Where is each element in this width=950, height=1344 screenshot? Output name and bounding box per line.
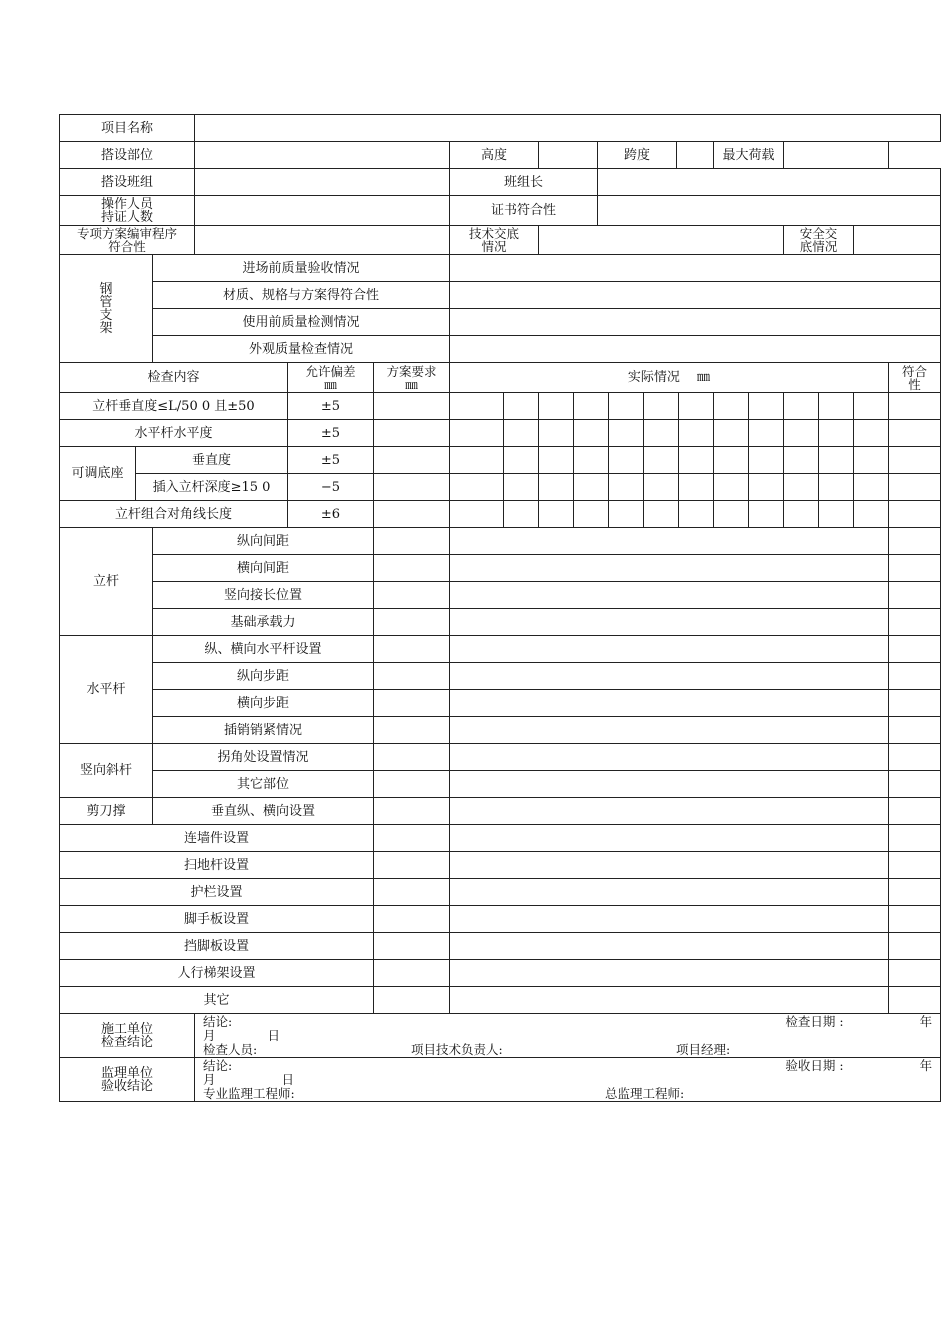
- chief-supervisor-label: 总监理工程师:: [605, 1085, 685, 1101]
- steel-item-field[interactable]: [450, 336, 941, 363]
- month-label: 月: [203, 1027, 216, 1043]
- actual-value-cell[interactable]: [854, 447, 889, 474]
- team-field[interactable]: [195, 169, 450, 196]
- steel-support-group-label: 钢 管 支 架: [60, 255, 153, 363]
- plan-value-cell[interactable]: [374, 609, 450, 636]
- actual-value-cell[interactable]: [539, 393, 574, 420]
- actual-result-cell[interactable]: [450, 663, 889, 690]
- actual-value-cell[interactable]: [854, 474, 889, 501]
- actual-value-cell[interactable]: [819, 447, 854, 474]
- conformity-cell[interactable]: [889, 825, 941, 852]
- scissor-brace-group-label: 剪刀撑: [60, 798, 153, 825]
- plan-value-cell[interactable]: [374, 906, 450, 933]
- year-label: 年: [919, 1013, 933, 1029]
- steel-item-field[interactable]: [450, 255, 941, 282]
- plan-value-cell[interactable]: [374, 798, 450, 825]
- actual-value-cell[interactable]: [749, 501, 784, 528]
- inspector-label: 检查人员:: [203, 1041, 258, 1057]
- check-item-label: 横向间距: [153, 555, 374, 582]
- horizontal-bar-group-label: 水平杆: [60, 636, 153, 744]
- plan-value-cell[interactable]: [374, 744, 450, 771]
- team-leader-label: 班组长: [450, 169, 598, 196]
- actual-result-cell[interactable]: [450, 636, 889, 663]
- supervision-month-day-line: [203, 1073, 932, 1087]
- actual-value-cell[interactable]: [749, 420, 784, 447]
- height-field[interactable]: [539, 142, 598, 169]
- plan-value-cell[interactable]: [374, 555, 450, 582]
- actual-value-cell[interactable]: [819, 474, 854, 501]
- tech-brief-field[interactable]: [539, 226, 784, 255]
- actual-value-cell[interactable]: [714, 447, 749, 474]
- check-item-label: 纵向步距: [153, 663, 374, 690]
- check-item-label: 竖向接长位置: [153, 582, 374, 609]
- conformity-cell[interactable]: [889, 555, 941, 582]
- steel-item-field[interactable]: [450, 309, 941, 336]
- actual-value-cell[interactable]: [854, 501, 889, 528]
- conformity-cell[interactable]: [889, 528, 941, 555]
- supervising-engineer-label: 专业监理工程师:: [203, 1085, 295, 1101]
- base-verticality-tolerance: ±5: [288, 447, 374, 474]
- project-name-label: 项目名称: [60, 115, 195, 142]
- actual-value-cell[interactable]: [784, 447, 819, 474]
- check-item-label: 基础承载力: [153, 609, 374, 636]
- base-depth-label: 插入立杆深度≥15 0: [136, 474, 288, 501]
- actual-result-cell[interactable]: [450, 987, 889, 1014]
- actual-value-cell[interactable]: [574, 447, 609, 474]
- steel-item-label: 进场前质量验收情况: [153, 255, 450, 282]
- actual-value-cell[interactable]: [539, 474, 574, 501]
- plan-value-cell[interactable]: [374, 960, 450, 987]
- actual-value-cell[interactable]: [609, 393, 644, 420]
- actual-value-cell[interactable]: [450, 501, 504, 528]
- day-label: 日: [267, 1027, 281, 1043]
- height-label: 高度: [450, 142, 539, 169]
- safety-brief-label: 安全交 底情况: [784, 226, 854, 255]
- conformity-cell[interactable]: [889, 690, 941, 717]
- conformity-cell[interactable]: [889, 960, 941, 987]
- pole-verticality-label: 立杆垂直度≤L/50 0 且±50: [60, 393, 288, 420]
- actual-result-cell[interactable]: [450, 690, 889, 717]
- check-item-label: 人行梯架设置: [60, 960, 374, 987]
- actual-result-cell[interactable]: [450, 744, 889, 771]
- actual-value-cell[interactable]: [504, 447, 539, 474]
- plan-value-cell[interactable]: [374, 501, 450, 528]
- steel-item-label: 材质、规格与方案得符合性: [153, 282, 450, 309]
- actual-value-cell[interactable]: [644, 501, 679, 528]
- construction-month-day-line: [203, 1029, 932, 1043]
- actual-value-cell[interactable]: [539, 501, 574, 528]
- actual-value-cell[interactable]: [644, 447, 679, 474]
- project-name-field[interactable]: [195, 115, 941, 142]
- check-item-label: 拐角处设置情况: [153, 744, 374, 771]
- actual-result-cell[interactable]: [450, 960, 889, 987]
- actual-result-cell[interactable]: [450, 582, 889, 609]
- construction-conclusion-field[interactable]: [195, 1014, 941, 1058]
- operators-label: 操作人员 持证人数: [60, 196, 195, 226]
- actual-value-cell[interactable]: [749, 474, 784, 501]
- actual-value-cell[interactable]: [679, 474, 714, 501]
- actual-value-cell[interactable]: [609, 474, 644, 501]
- operators-field[interactable]: [195, 196, 450, 226]
- plan-value-cell[interactable]: [374, 879, 450, 906]
- plan-value-cell[interactable]: [374, 987, 450, 1014]
- actual-result-cell[interactable]: [450, 825, 889, 852]
- actual-value-cell[interactable]: [784, 474, 819, 501]
- conformity-cell[interactable]: [889, 501, 941, 528]
- conformity-cell[interactable]: [889, 933, 941, 960]
- col-header-allowance: 允许偏差 ㎜: [288, 363, 374, 393]
- actual-value-cell[interactable]: [784, 393, 819, 420]
- actual-value-cell[interactable]: [609, 501, 644, 528]
- actual-value-cell[interactable]: [679, 393, 714, 420]
- base-verticality-label: 垂直度: [136, 447, 288, 474]
- plan-value-cell[interactable]: [374, 447, 450, 474]
- actual-value-cell[interactable]: [539, 420, 574, 447]
- safety-brief-field[interactable]: [854, 226, 941, 255]
- conformity-cell[interactable]: [889, 879, 941, 906]
- actual-value-cell[interactable]: [504, 474, 539, 501]
- span-field[interactable]: [677, 142, 714, 169]
- plan-value-cell[interactable]: [374, 474, 450, 501]
- diagonal-brace-group-label: 竖向斜杆: [60, 744, 153, 798]
- conformity-cell[interactable]: [889, 717, 941, 744]
- base-depth-tolerance: −5: [288, 474, 374, 501]
- certificate-field[interactable]: [598, 196, 941, 226]
- check-item-label: 脚手板设置: [60, 906, 374, 933]
- actual-result-cell[interactable]: [450, 609, 889, 636]
- steel-item-label: 外观质量检查情况: [153, 336, 450, 363]
- horizontal-level-label: 水平杆水平度: [60, 420, 288, 447]
- location-field[interactable]: [195, 142, 450, 169]
- actual-result-cell[interactable]: [450, 717, 889, 744]
- conformity-cell[interactable]: [889, 582, 941, 609]
- max-load-label: 最大荷载: [714, 142, 784, 169]
- conformity-cell[interactable]: [889, 609, 941, 636]
- check-item-label: 纵、横向水平杆设置: [153, 636, 374, 663]
- conformity-cell[interactable]: [889, 636, 941, 663]
- actual-result-cell[interactable]: [450, 852, 889, 879]
- actual-result-cell[interactable]: [450, 879, 889, 906]
- location-label: 搭设部位: [60, 142, 195, 169]
- actual-value-cell[interactable]: [854, 420, 889, 447]
- plan-value-cell[interactable]: [374, 717, 450, 744]
- max-load-field[interactable]: [784, 142, 889, 169]
- tech-lead-label: 项目技术负责人:: [411, 1041, 503, 1057]
- check-item-label: 连墙件设置: [60, 825, 374, 852]
- inspection-form-table: [59, 114, 941, 1102]
- diagonal-length-label: 立杆组合对角线长度: [60, 501, 288, 528]
- check-date-label: 检查日期 :: [785, 1013, 844, 1029]
- tech-brief-label: 技术交底 情况: [450, 226, 539, 255]
- plan-value-cell[interactable]: [374, 393, 450, 420]
- actual-value-cell[interactable]: [679, 420, 714, 447]
- col-header-actual: 实际情况 ㎜: [450, 363, 889, 393]
- actual-value-cell[interactable]: [819, 501, 854, 528]
- actual-result-cell[interactable]: [450, 798, 889, 825]
- conformity-cell[interactable]: [889, 447, 941, 474]
- project-manager-label: 项目经理:: [676, 1041, 731, 1057]
- actual-value-cell[interactable]: [450, 420, 504, 447]
- conformity-cell[interactable]: [889, 393, 941, 420]
- actual-value-cell[interactable]: [679, 447, 714, 474]
- actual-result-cell[interactable]: [450, 933, 889, 960]
- plan-value-cell[interactable]: [374, 528, 450, 555]
- actual-result-cell[interactable]: [450, 906, 889, 933]
- conclusion-label: 结论:: [203, 1057, 233, 1073]
- construction-conclusion-line: [203, 1015, 932, 1029]
- check-item-label: 纵向间距: [153, 528, 374, 555]
- actual-value-cell[interactable]: [644, 420, 679, 447]
- plan-value-cell[interactable]: [374, 825, 450, 852]
- day-label: 日: [281, 1071, 295, 1087]
- conformity-cell[interactable]: [889, 771, 941, 798]
- construction-conclusion-label: 施工单位 检查结论: [60, 1014, 195, 1058]
- actual-value-cell[interactable]: [504, 420, 539, 447]
- actual-value-cell[interactable]: [504, 393, 539, 420]
- supervision-conclusion-field[interactable]: [195, 1058, 941, 1102]
- actual-value-cell[interactable]: [450, 447, 504, 474]
- plan-value-cell[interactable]: [374, 663, 450, 690]
- pole-verticality-tolerance: ±5: [288, 393, 374, 420]
- actual-value-cell[interactable]: [819, 420, 854, 447]
- pole-group-label: 立杆: [60, 528, 153, 636]
- actual-value-cell[interactable]: [714, 420, 749, 447]
- plan-value-cell[interactable]: [374, 690, 450, 717]
- actual-value-cell[interactable]: [574, 420, 609, 447]
- team-leader-field[interactable]: [598, 169, 941, 196]
- actual-value-cell[interactable]: [504, 501, 539, 528]
- plan-value-cell[interactable]: [374, 420, 450, 447]
- procedure-label: 专项方案编审程序 符合性: [60, 226, 195, 255]
- certificate-label: 证书符合性: [450, 196, 598, 226]
- plan-value-cell[interactable]: [374, 933, 450, 960]
- actual-value-cell[interactable]: [714, 501, 749, 528]
- check-item-label: 其它部位: [153, 771, 374, 798]
- adjustable-base-group-label: 可调底座: [60, 447, 136, 501]
- actual-value-cell[interactable]: [819, 393, 854, 420]
- actual-value-cell[interactable]: [574, 501, 609, 528]
- actual-value-cell[interactable]: [644, 393, 679, 420]
- actual-value-cell[interactable]: [784, 501, 819, 528]
- plan-value-cell[interactable]: [374, 636, 450, 663]
- horizontal-level-tolerance: ±5: [288, 420, 374, 447]
- actual-value-cell[interactable]: [609, 447, 644, 474]
- diagonal-length-tolerance: ±6: [288, 501, 374, 528]
- actual-result-cell[interactable]: [450, 528, 889, 555]
- col-header-conformity: 符合 性: [889, 363, 941, 393]
- month-label: 月: [203, 1071, 216, 1087]
- check-item-label: 其它: [60, 987, 374, 1014]
- actual-value-cell[interactable]: [450, 474, 504, 501]
- actual-value-cell[interactable]: [539, 447, 574, 474]
- actual-value-cell[interactable]: [854, 393, 889, 420]
- construction-signature-line: [203, 1043, 932, 1057]
- actual-value-cell[interactable]: [644, 474, 679, 501]
- team-label: 搭设班组: [60, 169, 195, 196]
- conformity-cell[interactable]: [889, 798, 941, 825]
- steel-item-label: 使用前质量检测情况: [153, 309, 450, 336]
- actual-value-cell[interactable]: [784, 420, 819, 447]
- conformity-cell[interactable]: [889, 987, 941, 1014]
- supervision-signature-line: [203, 1087, 932, 1101]
- plan-value-cell[interactable]: [374, 582, 450, 609]
- supervision-conclusion-line: [203, 1059, 932, 1073]
- check-item-label: 扫地杆设置: [60, 852, 374, 879]
- col-header-content: 检查内容: [60, 363, 288, 393]
- conformity-cell[interactable]: [889, 663, 941, 690]
- check-item-label: 挡脚板设置: [60, 933, 374, 960]
- col-header-plan: 方案要求 ㎜: [374, 363, 450, 393]
- procedure-field[interactable]: [195, 226, 450, 255]
- plan-value-cell[interactable]: [374, 771, 450, 798]
- actual-value-cell[interactable]: [714, 393, 749, 420]
- conclusion-label: 结论:: [203, 1013, 233, 1029]
- conformity-cell[interactable]: [889, 744, 941, 771]
- actual-result-cell[interactable]: [450, 555, 889, 582]
- actual-value-cell[interactable]: [574, 393, 609, 420]
- actual-value-cell[interactable]: [450, 393, 504, 420]
- acceptance-date-area: [785, 1059, 932, 1073]
- check-item-label: 护栏设置: [60, 879, 374, 906]
- actual-result-cell[interactable]: [450, 771, 889, 798]
- check-date-area: [785, 1015, 932, 1029]
- actual-value-cell[interactable]: [749, 393, 784, 420]
- conformity-cell[interactable]: [889, 474, 941, 501]
- actual-value-cell[interactable]: [609, 420, 644, 447]
- conformity-cell[interactable]: [889, 420, 941, 447]
- check-item-label: 横向步距: [153, 690, 374, 717]
- conformity-cell[interactable]: [889, 852, 941, 879]
- acceptance-date-label: 验收日期 :: [785, 1057, 844, 1073]
- supervision-conclusion-label: 监理单位 验收结论: [60, 1058, 195, 1102]
- steel-item-field[interactable]: [450, 282, 941, 309]
- actual-value-cell[interactable]: [749, 447, 784, 474]
- span-label: 跨度: [598, 142, 677, 169]
- conformity-cell[interactable]: [889, 906, 941, 933]
- actual-value-cell[interactable]: [574, 474, 609, 501]
- plan-value-cell[interactable]: [374, 852, 450, 879]
- actual-value-cell[interactable]: [679, 501, 714, 528]
- check-item-label: 垂直纵、横向设置: [153, 798, 374, 825]
- year-label: 年: [919, 1057, 933, 1073]
- check-item-label: 插销销紧情况: [153, 717, 374, 744]
- actual-value-cell[interactable]: [714, 474, 749, 501]
